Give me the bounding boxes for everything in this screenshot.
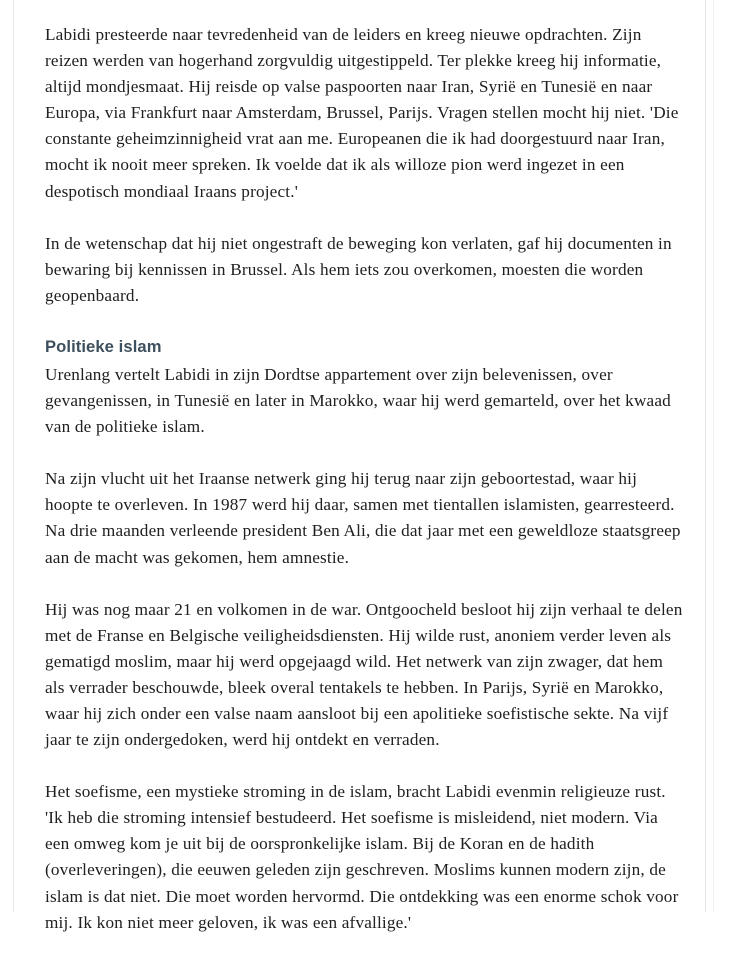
article-body <box>45 0 686 962</box>
paragraph-2: In de wetenschap dat hij niet ongestraft de beweging kon verlaten, gaf hij documenten in bewaring bij kennissen in Brussel. Als hem iets zou overkomen, moesten die worden geopenbaard. <box>45 233 672 305</box>
paragraph-1: Labidi presteerde naar tevredenheid van de leiders en kreeg nieuwe opdrachten. Zijn reizen werden van hogerhand zorgvuldig uitgestippeld. Ter plekke kreeg hij informatie, altijd mondjesmaat. Hij reisde op valse paspoorten naar Iran, Syrië en Tunesië en naar Europa, via Frankfurt naar Amsterdam, Brussel, Parijs. Vragen stellen mocht hij niet. 'Die constante geheimzinnigheid vrat aan me. Europeanen die ik had doorgestuurd naar Iran, mocht ik nooit meer spreken. Ik voelde dat ik als willoze pion werd ingezet in een despotisch mondiaal Iraans project.' <box>45 25 679 201</box>
paragraph-6: Het soefisme, een mystieke stroming in de islam, bracht Labidi evenmin religieuze rust. 'Ik heb die stroming intensief bestudeerd. Het soefisme is misleidend, niet modern. Via een omweg kom je uit bij de oorspronkelijke islam. Bij de Koran en de hadith (overleveringen), die eeuwen geleden zijn geschreven. Moslims kunnen modern zijn, de islam is dat niet. Die moet worden hervormd. Die ontdekking was een enorme schok voor mij. Ik kon niet meer geloven, ik was een afvallige.' <box>45 782 679 932</box>
article-right-rule-outer <box>713 0 714 912</box>
paragraph-4: Na zijn vlucht uit het Iraanse netwerk ging hij terug naar zijn geboortestad, waar hij hoopte te overleven. In 1987 werd hij daar, samen met tientallen islamisten, gearresteerd. Na drie maanden verleende president Ben Ali, die dat jaar met een geweldloze staatsgreep aan de macht was gekomen, hem amnestie. <box>45 469 681 567</box>
article-left-rule <box>13 0 14 912</box>
paragraph-3: Urenlang vertelt Labidi in zijn Dordtse appartement over zijn belevenissen, over gevangenissen, in Tunesië en later in Marokko, waar hij werd gemarteld, over het kwaad van de politieke islam. <box>45 364 671 437</box>
paragraph-5: Hij was nog maar 21 en volkomen in de war. Ontgoocheld besloot hij zijn verhaal te delen met de Franse en Belgische veiligheidsdiensten. Hij wilde rust, anoniem verder leven als gematigd moslim, maar hij werd opgejaagd wild. Het netwerk van zijn zwager, dat hem als verrader beschouwde, bleek overal tentakels te hebben. In Parijs, Syrië en Marokko, waar hij zich onder een valse naam aansloot bij een apolitieke soefistische sekte. Na vijf jaar te zijn ondergedoken, werd hij ontdekt en verraden. <box>45 599 683 750</box>
article-right-rule <box>705 0 706 912</box>
section-heading-politieke-islam: Politieke islam <box>45 336 162 356</box>
